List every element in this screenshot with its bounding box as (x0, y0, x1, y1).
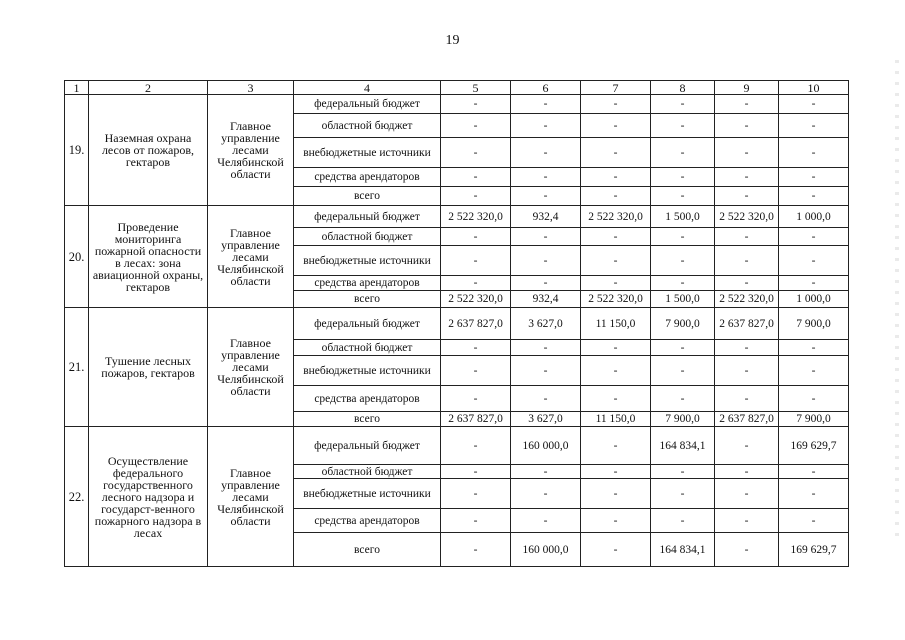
funding-source: федеральный бюджет (294, 427, 441, 465)
value-cell: - (715, 228, 779, 246)
value-cell: - (511, 276, 581, 291)
value-cell: 2 522 320,0 (441, 206, 511, 228)
value-cell: - (779, 276, 849, 291)
value-cell: - (441, 465, 511, 479)
value-cell: - (651, 114, 715, 138)
value-cell: - (441, 95, 511, 114)
value-cell: 2 522 320,0 (715, 291, 779, 308)
funding-source: внебюджетные источники (294, 479, 441, 509)
value-cell: - (441, 386, 511, 412)
value-cell: - (779, 168, 849, 187)
value-cell: 11 150,0 (581, 412, 651, 427)
funding-source: всего (294, 187, 441, 206)
value-cell: - (511, 246, 581, 276)
value-cell: - (441, 187, 511, 206)
header-cell: 7 (581, 81, 651, 95)
value-cell: - (581, 465, 651, 479)
value-cell: 2 522 320,0 (581, 291, 651, 308)
value-cell: - (581, 509, 651, 533)
value-cell: 7 900,0 (779, 308, 849, 340)
value-cell: 2 637 827,0 (441, 308, 511, 340)
value-cell: - (581, 340, 651, 356)
funding-source: областной бюджет (294, 228, 441, 246)
value-cell: - (715, 114, 779, 138)
funding-source: федеральный бюджет (294, 206, 441, 228)
value-cell: 7 900,0 (779, 412, 849, 427)
value-cell: - (511, 187, 581, 206)
funding-source: областной бюджет (294, 340, 441, 356)
value-cell: - (651, 95, 715, 114)
value-cell: - (715, 386, 779, 412)
value-cell: 1 000,0 (779, 206, 849, 228)
value-cell: - (581, 356, 651, 386)
value-cell: - (581, 246, 651, 276)
funding-source: внебюджетные источники (294, 356, 441, 386)
value-cell: - (581, 114, 651, 138)
value-cell: 160 000,0 (511, 533, 581, 567)
table-row (65, 308, 849, 340)
value-cell: - (651, 138, 715, 168)
value-cell: - (779, 138, 849, 168)
funding-source: областной бюджет (294, 465, 441, 479)
value-cell: - (779, 465, 849, 479)
value-cell: 11 150,0 (581, 308, 651, 340)
value-cell: - (581, 228, 651, 246)
funding-source: федеральный бюджет (294, 95, 441, 114)
table-row (65, 95, 849, 114)
value-cell: - (715, 533, 779, 567)
value-cell: 7 900,0 (651, 308, 715, 340)
header-cell: 3 (208, 81, 294, 95)
header-cell: 4 (294, 81, 441, 95)
responsible-organization: Главное управление лесами Челябинской области (208, 95, 294, 206)
value-cell: 2 637 827,0 (715, 412, 779, 427)
value-cell: 3 627,0 (511, 308, 581, 340)
value-cell: 7 900,0 (651, 412, 715, 427)
activity-description: Тушение лесных пожаров, гектаров (89, 308, 208, 427)
value-cell: 1 500,0 (651, 206, 715, 228)
row-number: 22. (65, 427, 89, 567)
value-cell: - (651, 386, 715, 412)
value-cell: - (651, 228, 715, 246)
value-cell: - (779, 479, 849, 509)
value-cell: 2 637 827,0 (715, 308, 779, 340)
value-cell: - (779, 246, 849, 276)
value-cell: 164 834,1 (651, 533, 715, 567)
value-cell: 2 522 320,0 (581, 206, 651, 228)
value-cell: - (511, 340, 581, 356)
value-cell: 169 629,7 (779, 427, 849, 465)
value-cell: - (581, 187, 651, 206)
value-cell: 932,4 (511, 206, 581, 228)
value-cell: - (511, 114, 581, 138)
page-number: 19 (445, 33, 460, 48)
value-cell: - (779, 114, 849, 138)
value-cell: - (715, 187, 779, 206)
value-cell: - (441, 509, 511, 533)
activity-description: Наземная охрана лесов от пожаров, гектаров (89, 95, 208, 206)
value-cell: - (441, 138, 511, 168)
funding-source: всего (294, 412, 441, 427)
value-cell: - (715, 340, 779, 356)
value-cell: 169 629,7 (779, 533, 849, 567)
value-cell: - (779, 356, 849, 386)
header-cell: 6 (511, 81, 581, 95)
value-cell: 160 000,0 (511, 427, 581, 465)
header-cell: 10 (779, 81, 849, 95)
responsible-organization: Главное управление лесами Челябинской области (208, 308, 294, 427)
value-cell: - (715, 509, 779, 533)
scan-artifact (895, 60, 899, 540)
budget-table (64, 80, 849, 567)
header-row (65, 81, 849, 95)
value-cell: - (715, 138, 779, 168)
responsible-organization: Главное управление лесами Челябинской области (208, 206, 294, 308)
value-cell: - (511, 228, 581, 246)
value-cell: - (581, 386, 651, 412)
funding-source: средства арендаторов (294, 168, 441, 187)
funding-source: внебюджетные источники (294, 246, 441, 276)
value-cell: 1 500,0 (651, 291, 715, 308)
value-cell: - (581, 95, 651, 114)
funding-source: областной бюджет (294, 114, 441, 138)
value-cell: - (441, 246, 511, 276)
value-cell: - (715, 246, 779, 276)
value-cell: - (779, 228, 849, 246)
value-cell: - (441, 356, 511, 386)
funding-source: всего (294, 533, 441, 567)
value-cell: - (441, 228, 511, 246)
value-cell: - (441, 340, 511, 356)
value-cell: 2 522 320,0 (441, 291, 511, 308)
header-cell: 8 (651, 81, 715, 95)
value-cell: - (441, 533, 511, 567)
activity-description: Осуществление федерального государственного лесного надзора и государст-венного пожарного надзора в лесах (89, 427, 208, 567)
activity-description: Проведение мониторинга пожарной опасности в лесах: зона авиационной охраны, гектаров (89, 206, 208, 308)
value-cell: - (715, 479, 779, 509)
value-cell: - (511, 356, 581, 386)
funding-source: всего (294, 291, 441, 308)
value-cell: - (441, 479, 511, 509)
value-cell: - (511, 138, 581, 168)
funding-source: средства арендаторов (294, 276, 441, 291)
value-cell: - (779, 386, 849, 412)
value-cell: - (441, 114, 511, 138)
funding-source: средства арендаторов (294, 386, 441, 412)
value-cell: - (779, 340, 849, 356)
value-cell: - (715, 465, 779, 479)
value-cell: - (511, 95, 581, 114)
value-cell: 164 834,1 (651, 427, 715, 465)
header-cell: 1 (65, 81, 89, 95)
funding-source: внебюджетные источники (294, 138, 441, 168)
value-cell: - (511, 386, 581, 412)
value-cell: - (715, 427, 779, 465)
value-cell: 932,4 (511, 291, 581, 308)
row-number: 20. (65, 206, 89, 308)
value-cell: - (511, 465, 581, 479)
value-cell: - (651, 356, 715, 386)
row-number: 19. (65, 95, 89, 206)
header-cell: 9 (715, 81, 779, 95)
value-cell: - (581, 138, 651, 168)
value-cell: - (779, 95, 849, 114)
value-cell: - (581, 168, 651, 187)
table-row (65, 427, 849, 465)
value-cell: - (651, 246, 715, 276)
value-cell: - (511, 509, 581, 533)
value-cell: - (581, 533, 651, 567)
value-cell: - (651, 465, 715, 479)
value-cell: - (581, 479, 651, 509)
value-cell: - (581, 276, 651, 291)
funding-source: средства арендаторов (294, 509, 441, 533)
value-cell: - (715, 276, 779, 291)
value-cell: - (441, 276, 511, 291)
value-cell: - (511, 168, 581, 187)
table-row (65, 206, 849, 228)
value-cell: - (715, 356, 779, 386)
value-cell: - (715, 95, 779, 114)
value-cell: 2 637 827,0 (441, 412, 511, 427)
row-number: 21. (65, 308, 89, 427)
value-cell: - (651, 479, 715, 509)
value-cell: - (651, 340, 715, 356)
value-cell: - (651, 509, 715, 533)
value-cell: - (779, 509, 849, 533)
value-cell: - (441, 427, 511, 465)
value-cell: - (651, 276, 715, 291)
value-cell: - (581, 427, 651, 465)
header-cell: 5 (441, 81, 511, 95)
responsible-organization: Главное управление лесами Челябинской области (208, 427, 294, 567)
value-cell: - (441, 168, 511, 187)
value-cell: - (651, 168, 715, 187)
header-cell: 2 (89, 81, 208, 95)
funding-source: федеральный бюджет (294, 308, 441, 340)
value-cell: 1 000,0 (779, 291, 849, 308)
value-cell: - (651, 187, 715, 206)
value-cell: 2 522 320,0 (715, 206, 779, 228)
value-cell: - (779, 187, 849, 206)
value-cell: - (715, 168, 779, 187)
value-cell: - (511, 479, 581, 509)
value-cell: 3 627,0 (511, 412, 581, 427)
